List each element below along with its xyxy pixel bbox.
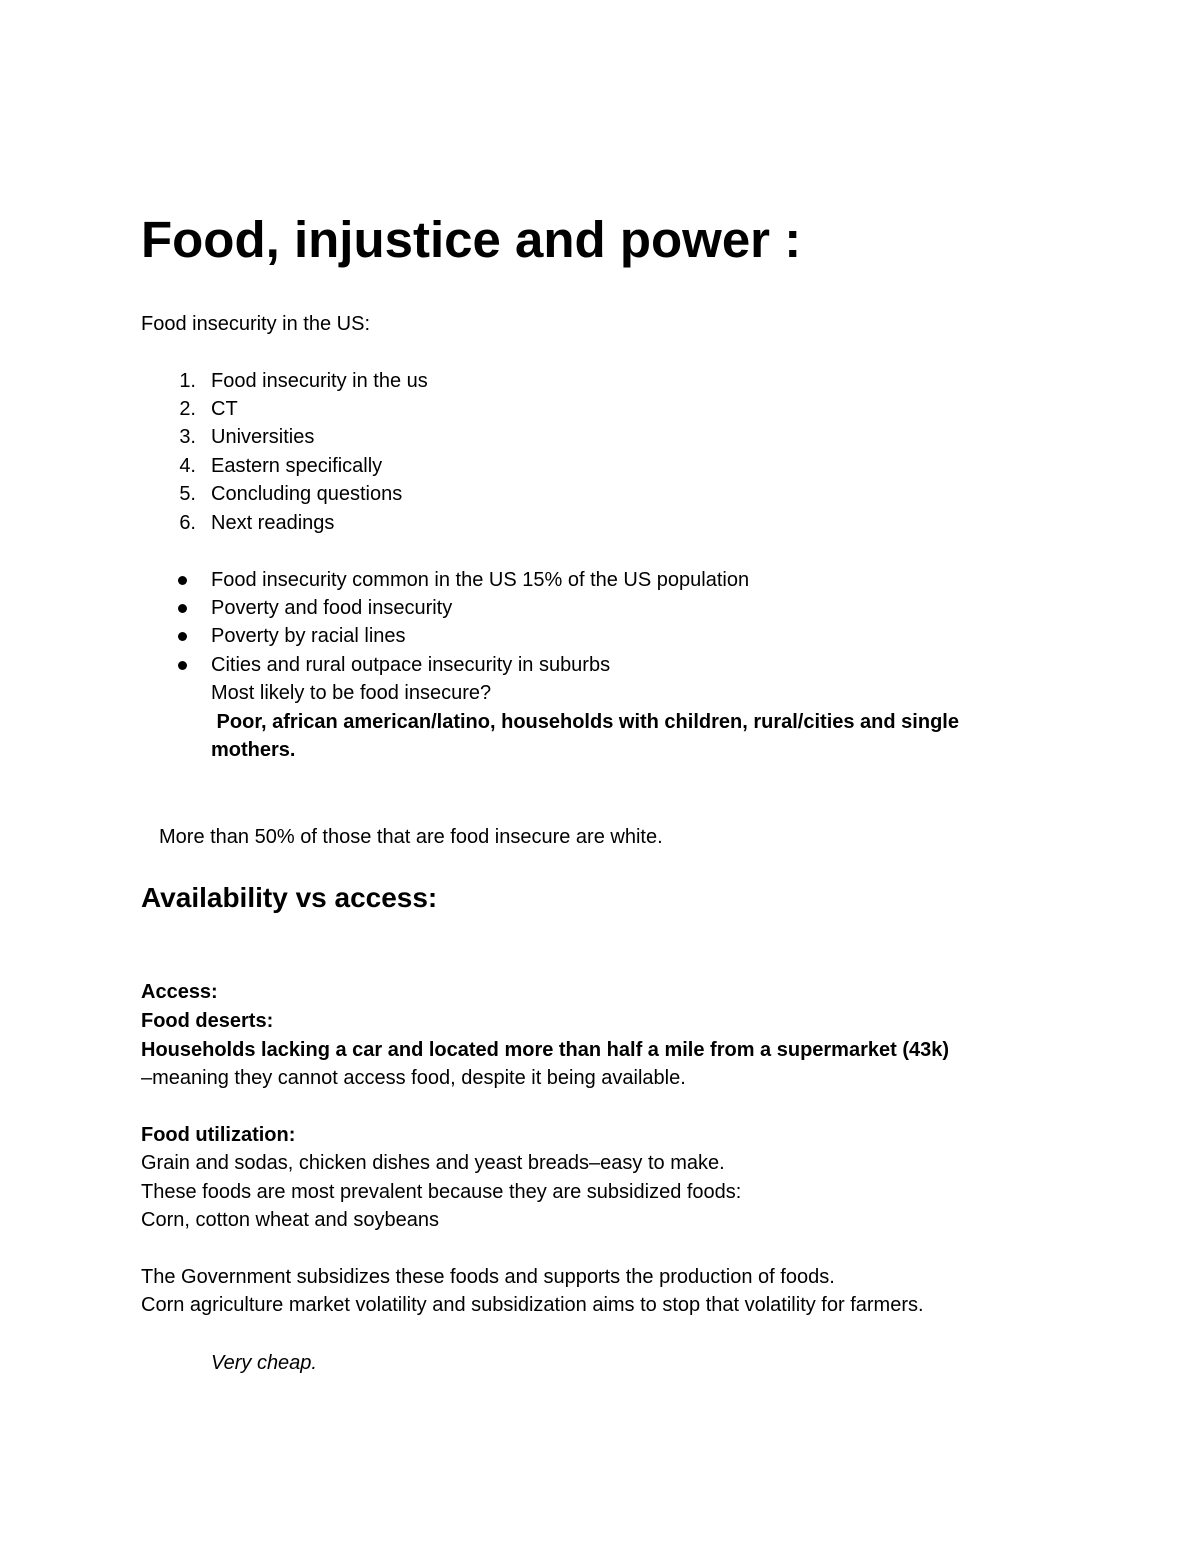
white-note: More than 50% of those that are food insecure are white. xyxy=(159,826,663,848)
bullet-item: Food insecurity common in the US 15% of the US population xyxy=(211,569,750,591)
page-title: Food, injustice and power : xyxy=(141,211,802,268)
utilization-line: Corn, cotton wheat and soybeans xyxy=(141,1209,439,1231)
intro-text: Food insecurity in the US: xyxy=(141,313,370,335)
list-number: 5. xyxy=(179,483,196,505)
utilization-line: These foods are most prevalent because they are subsidized foods: xyxy=(141,1181,742,1203)
list-number: 4. xyxy=(179,455,196,477)
bullet-dot-icon xyxy=(178,576,187,585)
list-item: Universities xyxy=(211,426,315,448)
very-cheap-note: Very cheap. xyxy=(211,1352,317,1374)
bullet-dot-icon xyxy=(178,661,187,670)
bullet-dot-icon xyxy=(178,604,187,613)
food-utilization-label: Food utilization: xyxy=(141,1124,296,1146)
list-item: Next readings xyxy=(211,512,335,534)
bullet-item: Cities and rural outpace insecurity in suburbs xyxy=(211,654,611,676)
households-line: Households lacking a car and located more than half a mile from a supermarket (43k) xyxy=(141,1039,950,1061)
bullet-item: Poverty by racial lines xyxy=(211,625,406,647)
list-number: 2. xyxy=(179,398,196,420)
bullet-item: Poverty and food insecurity xyxy=(211,597,453,619)
food-deserts-label: Food deserts: xyxy=(141,1010,274,1032)
list-number: 3. xyxy=(179,426,196,448)
government-line: The Government subsidizes these foods and supports the production of foods. xyxy=(141,1266,835,1288)
list-number: 6. xyxy=(179,512,196,534)
bullet-dot-icon xyxy=(178,632,187,641)
government-line: Corn agriculture market volatility and subsidization aims to stop that volatility for farmers. xyxy=(141,1294,924,1316)
meaning-line: –meaning they cannot access food, despite it being available. xyxy=(141,1067,686,1089)
access-label: Access: xyxy=(141,981,218,1003)
bullet-answer-line: mothers. xyxy=(211,739,296,761)
list-number: 1. xyxy=(179,370,196,392)
utilization-line: Grain and sodas, chicken dishes and yeast breads–easy to make. xyxy=(141,1152,725,1174)
list-item: Eastern specifically xyxy=(211,455,383,477)
bullet-question: Most likely to be food insecure? xyxy=(211,682,492,704)
bullet-answer-line: Poor, african american/latino, households with children, rural/cities and single xyxy=(211,711,959,733)
section-heading: Availability vs access: xyxy=(141,882,438,913)
list-item: Concluding questions xyxy=(211,483,403,505)
list-item: CT xyxy=(211,398,238,420)
list-item: Food insecurity in the us xyxy=(211,370,428,392)
